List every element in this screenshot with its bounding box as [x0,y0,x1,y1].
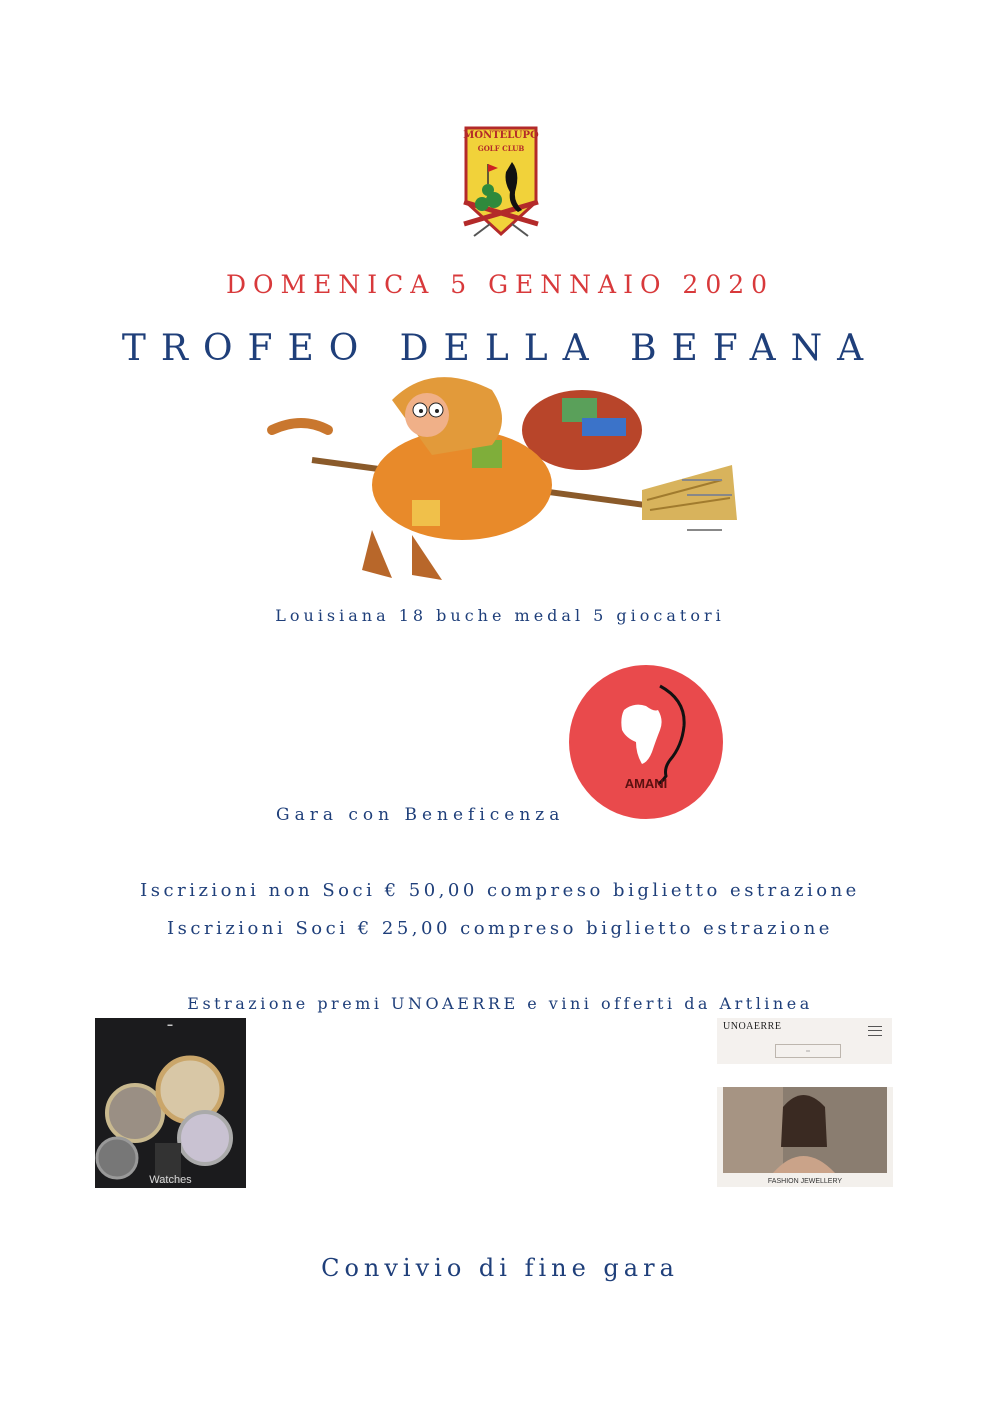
fee-members: Iscrizioni Soci € 25,00 compreso biglietto estrazione [167,918,833,939]
watch-brand-mark: ▬ [167,1023,174,1028]
watches-caption: Watches [149,1174,192,1186]
prizes-line: Estrazione premi UNOAERRE e vini offerti da Artlinea [187,994,813,1013]
format-line: Louisiana 18 buche medal 5 giocatori [275,606,725,625]
event-date: DOMENICA 5 GENNAIO 2020 [225,270,775,299]
befana-illustration [262,370,742,585]
event-title: TROFEO DELLA BEFANA [121,328,879,369]
club-logo-name-line1: MONTELUPO [463,130,539,141]
closing-line: Convivio di fine gara [321,1254,679,1282]
club-logo-name-line2: GOLF CLUB [477,144,525,153]
jewellery-caption: FASHION JEWELLERY [767,1178,843,1185]
amani-logo [568,664,724,820]
fee-non-members: Iscrizioni non Soci € 50,00 compreso biglietto estrazione [140,880,860,901]
unoaerre-logo: UNOAERRE [723,1021,782,1032]
menu-icon [868,1026,882,1036]
charity-line: Gara con Beneficenza [276,805,565,825]
unoaerre-header-ad [717,1018,892,1064]
unoaerre-button: ▭ [775,1044,841,1058]
watches-ad-image [95,1018,246,1188]
club-logo [460,124,542,242]
fashion-jewellery-ad-image [717,1087,893,1187]
amani-logo-text: AMANI [624,776,668,791]
